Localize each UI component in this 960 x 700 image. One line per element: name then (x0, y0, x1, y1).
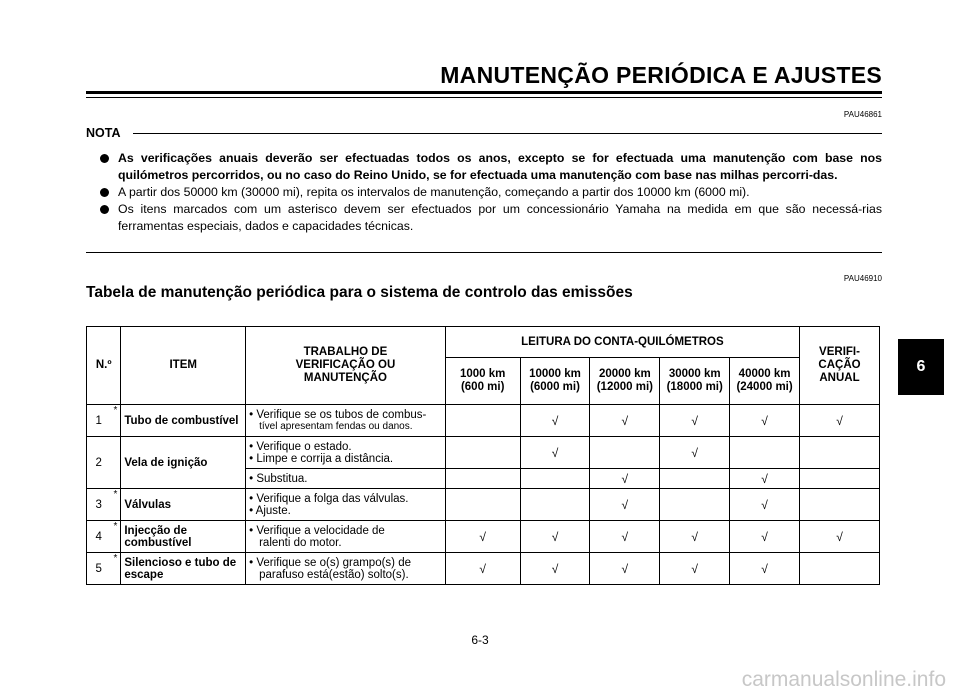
table-row: • Substitua. √ √ (87, 469, 880, 489)
watermark: carmanualsonline.info (741, 668, 946, 691)
table-row: 1 * Tubo de combustível • Verifique se os tubos de combus- tível apresentam fendas ou danos. √ √ √ √ √ (87, 405, 880, 437)
table-row: 5 * Silencioso e tubo de escape • Verifique se o(s) grampo(s) de parafuso está(estão) solto(s). √ √ √ √ √ (87, 553, 880, 585)
table-row: 4 * Injecção de combustível • Verifique a velocidade de ralenti do motor. √ √ √ √ √ √ (87, 521, 880, 553)
header-odometer: LEITURA DO CONTA-QUILÓMETROS (445, 327, 799, 358)
header-interval: 20000 km (12000 mi) (590, 358, 660, 405)
nota-divider (133, 133, 882, 134)
title-rule-thin (86, 97, 882, 98)
table-row: 3 * Válvulas • Verifique a folga das válvulas. • Ajuste. √ √ (87, 489, 880, 521)
title-rule (86, 91, 882, 94)
maintenance-table (86, 326, 880, 585)
nota-item: As verificações anuais deverão ser efectuadas todos os anos, excepto se for efectuada uma manutenção com base nos quilómetros percorridos, ou no caso do Reino Unido, se for efectuada uma manutenção com base nas milhas percorri-das. (100, 150, 882, 184)
nota-list (100, 150, 882, 235)
header-interval: 30000 km (18000 mi) (660, 358, 730, 405)
section-title: Tabela de manutenção periódica para o sistema de controlo das emissões (86, 284, 633, 301)
header-item: ITEM (121, 327, 246, 405)
page-title: MANUTENÇÃO PERIÓDICA E AJUSTES (440, 62, 882, 88)
nota-label: NOTA (86, 126, 121, 140)
nota-end-divider (86, 252, 882, 253)
table-row: 2 Vela de ignição • Verifique o estado. • Limpe e corrija a distância. √ √ (87, 437, 880, 469)
header-work: TRABALHO DE VERIFICAÇÃO OU MANUTENÇÃO (246, 327, 446, 405)
header-num: N.º (87, 327, 121, 405)
nota-item: Os itens marcados com um asterisco devem ser efectuados por um concessionário Yamaha na medida em que são necessá-rias ferramentas especiais, dados e capacidades técnicas. (100, 201, 882, 235)
bullet-icon (100, 188, 109, 197)
bullet-icon (100, 205, 109, 214)
header-interval: 10000 km (6000 mi) (520, 358, 590, 405)
header-interval: 40000 km (24000 mi) (730, 358, 800, 405)
page-number: 6-3 (471, 633, 489, 647)
reference-code: PAU46861 (843, 110, 882, 119)
bullet-icon (100, 154, 109, 163)
chapter-tab: 6 (898, 339, 944, 395)
nota-item: A partir dos 50000 km (30000 mi), repita os intervalos de manutenção, começando a partir dos 10000 km (6000 mi). (100, 184, 882, 201)
header-interval: 1000 km (600 mi) (445, 358, 520, 405)
header-annual: VERIFI-CAÇÃO ANUAL (800, 327, 880, 405)
section-code: PAU46910 (843, 274, 882, 283)
